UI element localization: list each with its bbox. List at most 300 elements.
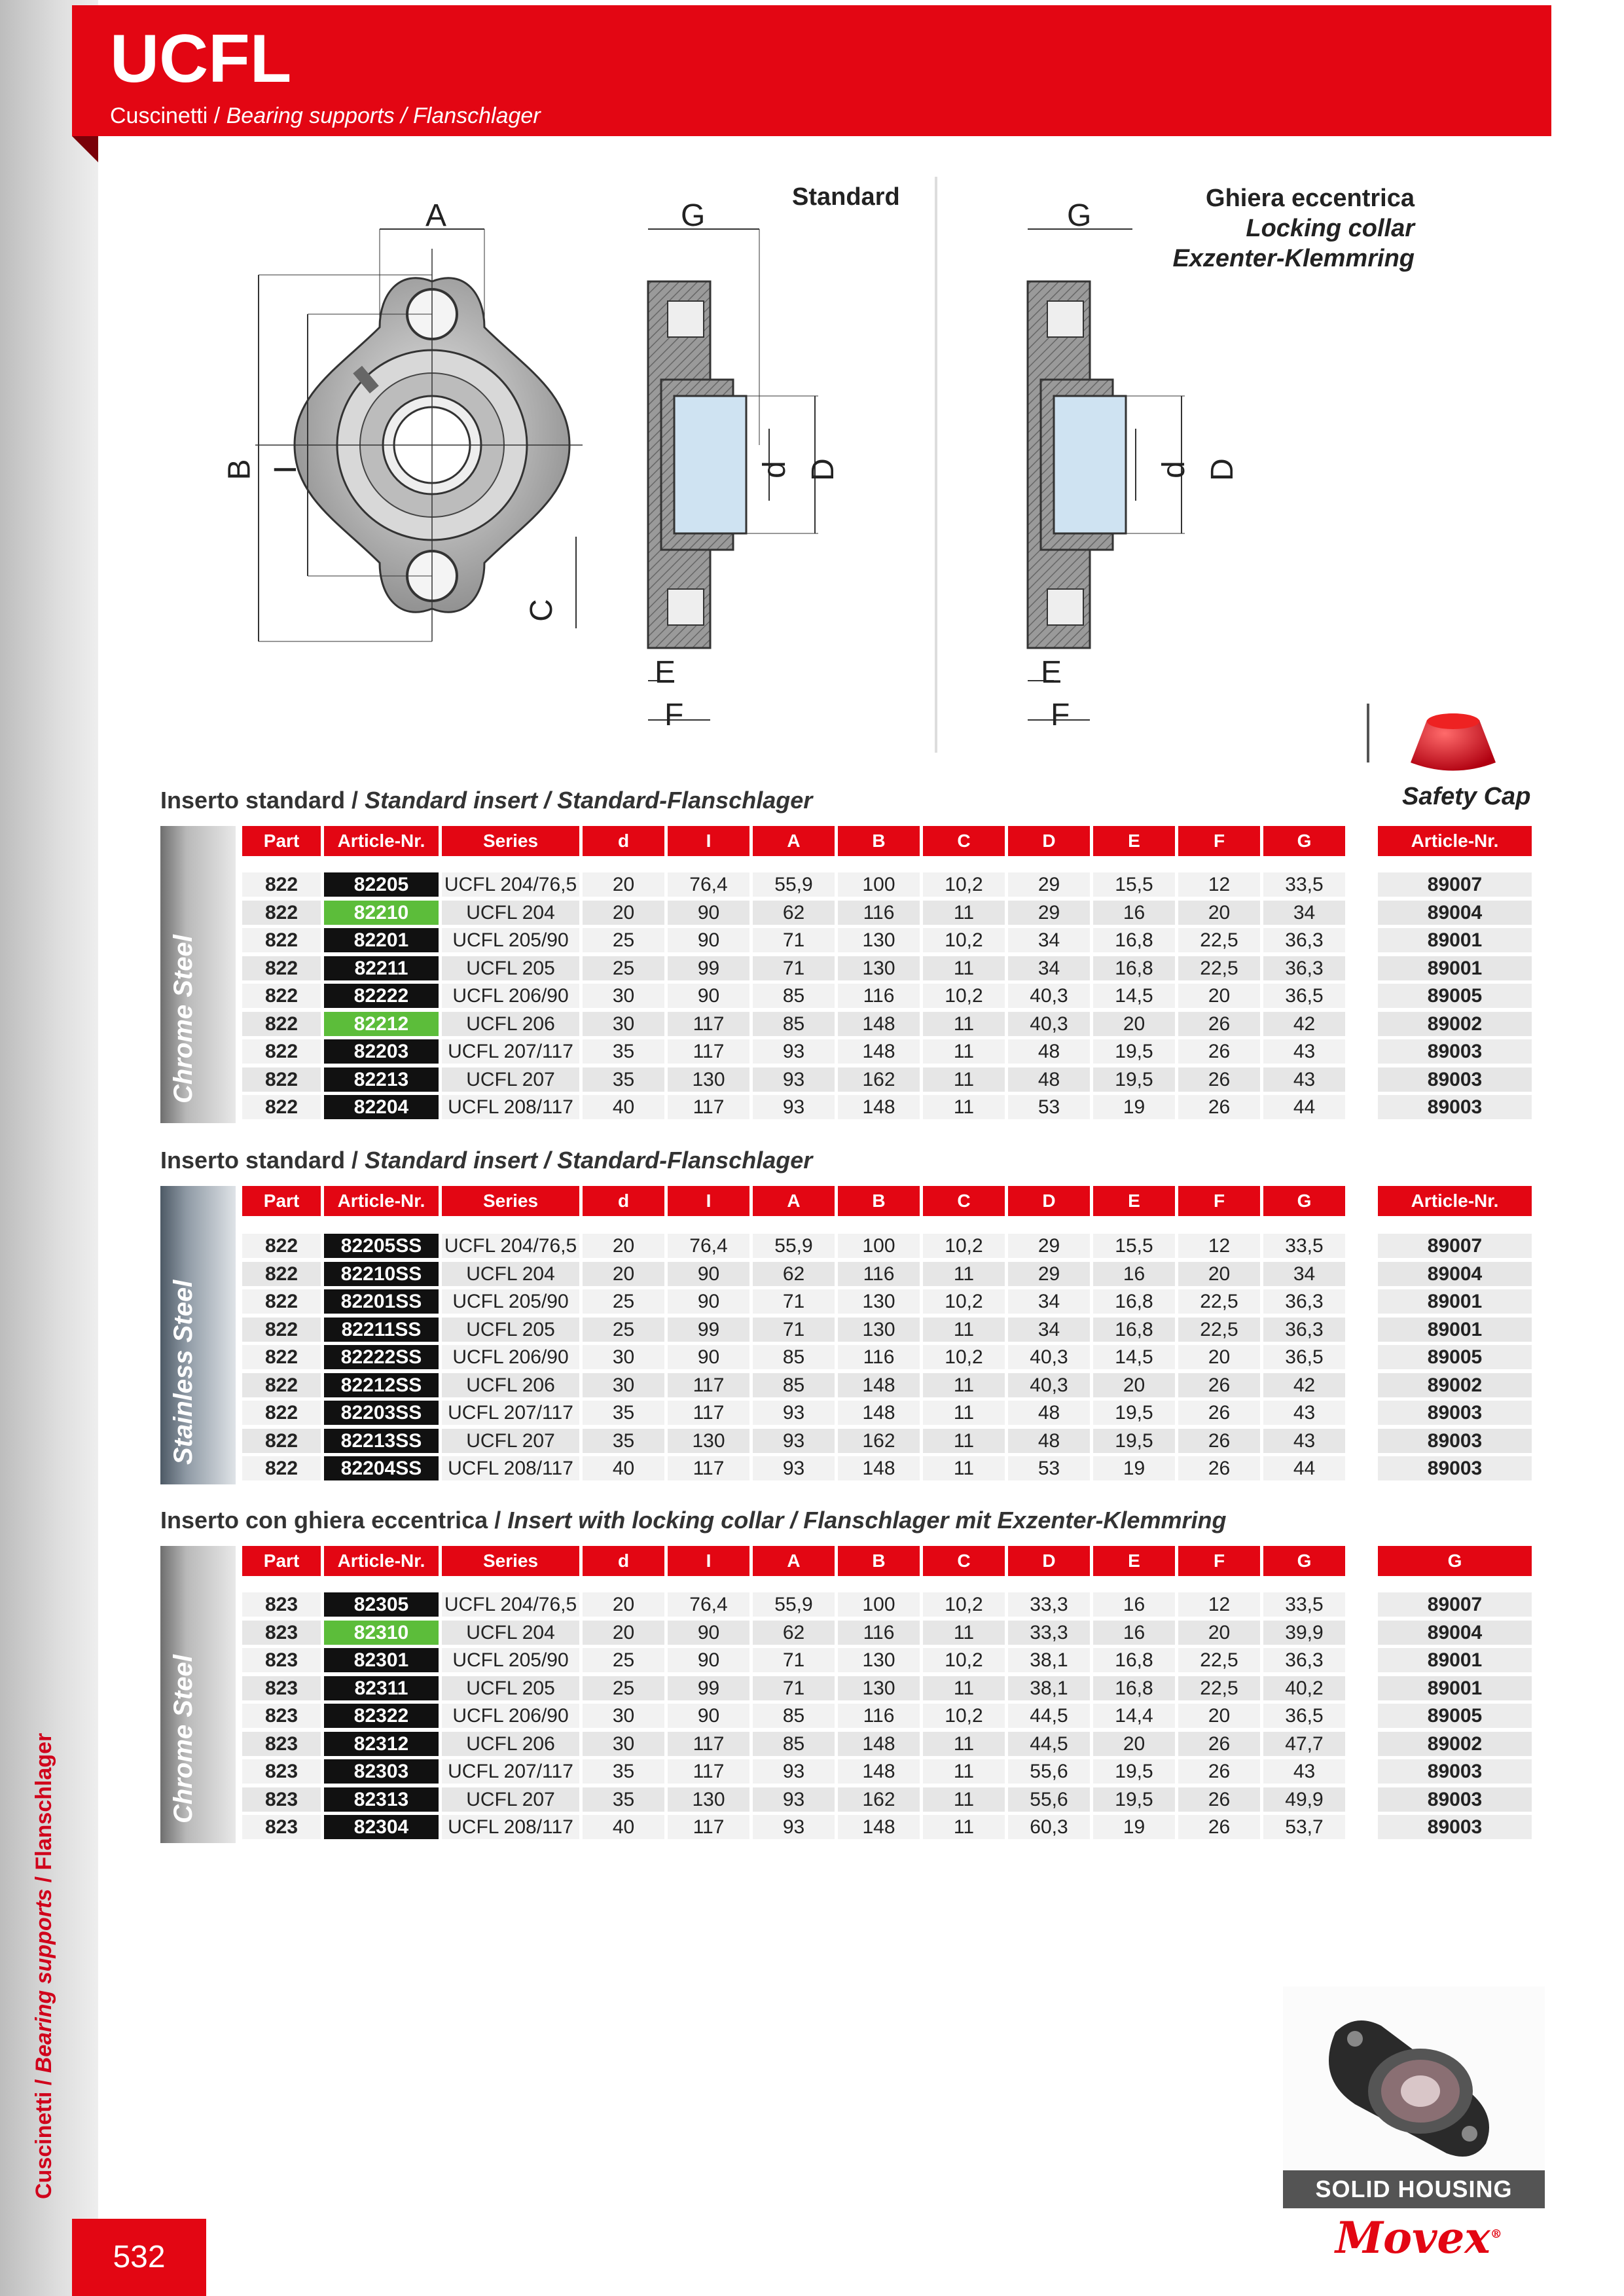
- table-cell: 12: [1178, 872, 1260, 897]
- column-header: G: [1378, 1546, 1532, 1576]
- table-cell: 93: [753, 1095, 835, 1119]
- table-cell: 130: [838, 956, 920, 980]
- table-cell: 11: [923, 1373, 1005, 1397]
- table-cell: 71: [753, 1289, 835, 1314]
- table-cell: 33,3: [1008, 1621, 1090, 1645]
- dim-label-a: A: [425, 198, 447, 233]
- table-cell: UCFL 204: [442, 1262, 579, 1286]
- table-cell: 42: [1263, 1373, 1345, 1397]
- table-cell: 11: [923, 1095, 1005, 1119]
- article-number: 82304: [324, 1815, 439, 1839]
- table-cell: 11: [923, 1262, 1005, 1286]
- table-cell: 93: [753, 1456, 835, 1480]
- table-cell: 71: [753, 928, 835, 952]
- table-cell: 20: [1178, 901, 1260, 925]
- table-cell: 93: [753, 1401, 835, 1425]
- column-header: D: [1008, 826, 1090, 856]
- table-cell: 822: [242, 1456, 321, 1480]
- safety-cap-label: Safety Cap: [1402, 783, 1531, 810]
- column-header: B: [838, 1546, 920, 1576]
- table-cell: 823: [242, 1759, 321, 1784]
- solid-housing-label: SOLID HOUSING: [1283, 2170, 1545, 2208]
- table-row: [242, 901, 1532, 926]
- table-cell: 148: [838, 1456, 920, 1480]
- table-row: [242, 1704, 1532, 1729]
- article-number: 82312: [324, 1732, 439, 1756]
- table-cell: 130: [838, 1648, 920, 1672]
- dim-label-g-lock: G: [1067, 198, 1092, 233]
- article-number: 82310: [324, 1621, 439, 1645]
- article-number: 82210: [324, 901, 439, 925]
- dim-label-e-lock: E: [1041, 655, 1062, 690]
- table-cell: 33,5: [1263, 1592, 1345, 1617]
- table-cell: 90: [668, 901, 749, 925]
- column-header: G: [1263, 826, 1345, 856]
- table-cell: 90: [668, 1289, 749, 1314]
- table-cell: 11: [923, 1456, 1005, 1480]
- table-row: [242, 1095, 1532, 1121]
- table-cell: 100: [838, 1234, 920, 1258]
- table-cell: 130: [838, 1676, 920, 1700]
- table-cell: 11: [923, 1429, 1005, 1453]
- section-view-standard: [648, 229, 818, 720]
- locking-collar-title: Ghiera eccentrica Locking collar Exzenter-Klemmring: [1172, 185, 1415, 272]
- table-cell: 29: [1008, 901, 1090, 925]
- table-cell: 36,5: [1263, 984, 1345, 1008]
- table-cell: 34: [1008, 1289, 1090, 1314]
- table-cell: 71: [753, 1676, 835, 1700]
- table-cell: 44,5: [1008, 1704, 1090, 1728]
- table-cell: 90: [668, 1345, 749, 1369]
- table-cell: 822: [242, 1095, 321, 1119]
- table-row: [242, 1732, 1532, 1757]
- cap-article-number: 89003: [1378, 1095, 1532, 1119]
- table-cell: 822: [242, 1012, 321, 1036]
- table-cell: 22,5: [1178, 928, 1260, 952]
- table-cell: 40,3: [1008, 1345, 1090, 1369]
- table-cell: 16,8: [1093, 1318, 1175, 1342]
- table-cell: 93: [753, 1759, 835, 1784]
- table-cell: 16,8: [1093, 1676, 1175, 1700]
- table-cell: UCFL 205: [442, 1318, 579, 1342]
- table-row: [242, 1373, 1532, 1399]
- column-header: Part: [242, 1186, 321, 1216]
- table-cell: 11: [923, 1318, 1005, 1342]
- table-cell: 26: [1178, 1039, 1260, 1064]
- table-cell: 55,6: [1008, 1759, 1090, 1784]
- table-cell: 822: [242, 872, 321, 897]
- cap-article-number: 89001: [1378, 956, 1532, 980]
- table-cell: 823: [242, 1787, 321, 1812]
- column-header: Series: [442, 826, 579, 856]
- standard-title: Standard: [792, 183, 900, 211]
- cap-article-number: 89003: [1378, 1039, 1532, 1064]
- table-cell: 822: [242, 984, 321, 1008]
- table-row: [242, 1318, 1532, 1343]
- table-cell: 11: [923, 1039, 1005, 1064]
- table-cell: 11: [923, 1759, 1005, 1784]
- cap-article-number: 89003: [1378, 1759, 1532, 1784]
- table-cell: 130: [668, 1067, 749, 1092]
- article-number: 82201: [324, 928, 439, 952]
- product-photo: [1283, 1986, 1545, 2176]
- table-cell: 26: [1178, 1732, 1260, 1756]
- table-cell: 20: [1178, 1345, 1260, 1369]
- table-cell: 822: [242, 1289, 321, 1314]
- table-cell: 10,2: [923, 1592, 1005, 1617]
- table-cell: 99: [668, 1318, 749, 1342]
- table-row: [242, 1401, 1532, 1426]
- table-cell: 43: [1263, 1039, 1345, 1064]
- table-cell: 76,4: [668, 872, 749, 897]
- article-number: 82204: [324, 1095, 439, 1119]
- column-header: G: [1263, 1546, 1345, 1576]
- table-cell: 62: [753, 1621, 835, 1645]
- table-cell: UCFL 204/76,5: [442, 1592, 579, 1617]
- material-band: Stainless Steel: [160, 1186, 236, 1484]
- table-cell: 19,5: [1093, 1039, 1175, 1064]
- table-row: [242, 984, 1532, 1009]
- section-title: Inserto con ghiera eccentrica / Insert with locking collar / Flanschlager mit Exzenter-Klemmring: [160, 1507, 1227, 1534]
- article-number: 82205SS: [324, 1234, 439, 1258]
- table-cell: 10,2: [923, 984, 1005, 1008]
- table-cell: UCFL 204/76,5: [442, 872, 579, 897]
- cap-article-number: 89007: [1378, 872, 1532, 897]
- table-cell: 62: [753, 901, 835, 925]
- table-cell: UCFL 206: [442, 1373, 579, 1397]
- table-cell: 48: [1008, 1039, 1090, 1064]
- article-number: 82311: [324, 1676, 439, 1700]
- table-cell: 43: [1263, 1759, 1345, 1784]
- table-cell: 25: [583, 1676, 664, 1700]
- table-cell: 12: [1178, 1234, 1260, 1258]
- table-cell: 19,5: [1093, 1787, 1175, 1812]
- table-cell: 25: [583, 1289, 664, 1314]
- table-cell: 26: [1178, 1815, 1260, 1839]
- table-cell: 36,3: [1263, 1318, 1345, 1342]
- table-cell: 71: [753, 1648, 835, 1672]
- table-cell: 117: [668, 1456, 749, 1480]
- column-header: I: [668, 826, 749, 856]
- table-cell: 35: [583, 1401, 664, 1425]
- column-header: Article-Nr.: [324, 826, 439, 856]
- table-cell: 22,5: [1178, 1676, 1260, 1700]
- table-cell: 29: [1008, 1262, 1090, 1286]
- column-header: E: [1093, 1186, 1175, 1216]
- table-cell: 148: [838, 1373, 920, 1397]
- table-cell: 148: [838, 1759, 920, 1784]
- table-cell: 116: [838, 984, 920, 1008]
- column-header: E: [1093, 1546, 1175, 1576]
- table-cell: 10,2: [923, 1648, 1005, 1672]
- table-cell: 43: [1263, 1067, 1345, 1092]
- table-row: [242, 928, 1532, 954]
- table-cell: 48: [1008, 1429, 1090, 1453]
- table-cell: 20: [583, 872, 664, 897]
- table-cell: 20: [583, 901, 664, 925]
- table-cell: 93: [753, 1067, 835, 1092]
- article-number: 82211: [324, 956, 439, 980]
- table-cell: 148: [838, 1012, 920, 1036]
- column-header: Part: [242, 826, 321, 856]
- table-cell: 53,7: [1263, 1815, 1345, 1839]
- table-cell: 19,5: [1093, 1401, 1175, 1425]
- table-cell: 116: [838, 901, 920, 925]
- table-cell: 20: [583, 1234, 664, 1258]
- table-cell: 36,3: [1263, 956, 1345, 980]
- table-cell: 30: [583, 1345, 664, 1369]
- table-cell: 26: [1178, 1429, 1260, 1453]
- table-cell: 162: [838, 1429, 920, 1453]
- article-number: 82203: [324, 1039, 439, 1064]
- dim-label-e-std: E: [655, 655, 676, 690]
- table-cell: 11: [923, 1732, 1005, 1756]
- safety-cap-icon: [1404, 707, 1502, 779]
- material-band: Chrome Steel: [160, 1546, 236, 1843]
- table-cell: 85: [753, 1345, 835, 1369]
- table-cell: 10,2: [923, 1704, 1005, 1728]
- table-cell: 16: [1093, 1621, 1175, 1645]
- table-row: [242, 1592, 1532, 1618]
- table-cell: 20: [1178, 984, 1260, 1008]
- table-cell: 36,5: [1263, 1345, 1345, 1369]
- column-header: I: [668, 1546, 749, 1576]
- cap-article-number: 89005: [1378, 1704, 1532, 1728]
- table-cell: 36,3: [1263, 1648, 1345, 1672]
- table-cell: 44: [1263, 1456, 1345, 1480]
- table-cell: UCFL 205/90: [442, 1648, 579, 1672]
- table-cell: 34: [1008, 928, 1090, 952]
- table-cell: 10,2: [923, 1289, 1005, 1314]
- table-cell: 12: [1178, 1592, 1260, 1617]
- table-cell: 90: [668, 1704, 749, 1728]
- table-row: [242, 1621, 1532, 1646]
- table-cell: 33,5: [1263, 872, 1345, 897]
- article-number: 82205: [324, 872, 439, 897]
- column-header: I: [668, 1186, 749, 1216]
- dim-label-g-std: G: [681, 198, 706, 233]
- table-cell: 93: [753, 1039, 835, 1064]
- article-number: 82212: [324, 1012, 439, 1036]
- table-cell: 16,8: [1093, 1289, 1175, 1314]
- cap-article-number: 89004: [1378, 1621, 1532, 1645]
- table-cell: 16,8: [1093, 928, 1175, 952]
- table-cell: 22,5: [1178, 1648, 1260, 1672]
- cap-article-number: 89003: [1378, 1787, 1532, 1812]
- table-cell: 15,5: [1093, 872, 1175, 897]
- table-cell: 26: [1178, 1067, 1260, 1092]
- section-title: Inserto standard / Standard insert / Standard-Flanschlager: [160, 1147, 813, 1174]
- table-cell: 10,2: [923, 1345, 1005, 1369]
- table-cell: 38,1: [1008, 1676, 1090, 1700]
- table-cell: 90: [668, 928, 749, 952]
- article-number: 82313: [324, 1787, 439, 1812]
- column-header: Series: [442, 1186, 579, 1216]
- table-cell: 100: [838, 872, 920, 897]
- dim-label-i: I: [268, 465, 304, 475]
- table-cell: 30: [583, 1732, 664, 1756]
- table-cell: 823: [242, 1648, 321, 1672]
- article-number: 82210SS: [324, 1262, 439, 1286]
- table-cell: 15,5: [1093, 1234, 1175, 1258]
- table-cell: UCFL 208/117: [442, 1095, 579, 1119]
- article-number: 82212SS: [324, 1373, 439, 1397]
- table-cell: 148: [838, 1039, 920, 1064]
- dim-label-c: C: [524, 599, 559, 622]
- table-cell: 11: [923, 1815, 1005, 1839]
- table-cell: UCFL 207/117: [442, 1759, 579, 1784]
- table-cell: UCFL 208/117: [442, 1456, 579, 1480]
- table-cell: 40,3: [1008, 984, 1090, 1008]
- table-cell: UCFL 207: [442, 1787, 579, 1812]
- table-row: [242, 1456, 1532, 1482]
- table-cell: 822: [242, 1345, 321, 1369]
- table-cell: 44: [1263, 1095, 1345, 1119]
- table-cell: 823: [242, 1815, 321, 1839]
- article-number: 82301: [324, 1648, 439, 1672]
- table-cell: 22,5: [1178, 956, 1260, 980]
- table-cell: 76,4: [668, 1234, 749, 1258]
- table-row: [242, 956, 1532, 982]
- table-cell: 117: [668, 1401, 749, 1425]
- table-cell: 20: [1178, 1262, 1260, 1286]
- table-cell: 822: [242, 956, 321, 980]
- table-cell: 43: [1263, 1401, 1345, 1425]
- article-number: 82322: [324, 1704, 439, 1728]
- column-header: C: [923, 1546, 1005, 1576]
- cap-article-number: 89003: [1378, 1429, 1532, 1453]
- table-cell: 22,5: [1178, 1289, 1260, 1314]
- table-cell: UCFL 207/117: [442, 1401, 579, 1425]
- column-header: G: [1263, 1186, 1345, 1216]
- table-cell: 20: [1178, 1621, 1260, 1645]
- table-cell: 19: [1093, 1456, 1175, 1480]
- material-band: Chrome Steel: [160, 826, 236, 1123]
- table-cell: 44,5: [1008, 1732, 1090, 1756]
- table-cell: 822: [242, 1262, 321, 1286]
- table-cell: 20: [1178, 1704, 1260, 1728]
- table-cell: 25: [583, 928, 664, 952]
- table-cell: 29: [1008, 1234, 1090, 1258]
- table-header: [242, 1186, 1532, 1216]
- column-header: A: [753, 1546, 835, 1576]
- cap-article-number: 89001: [1378, 1648, 1532, 1672]
- table-cell: 26: [1178, 1401, 1260, 1425]
- table-header: [242, 826, 1532, 856]
- table-row: [242, 1262, 1532, 1287]
- table-cell: 20: [583, 1262, 664, 1286]
- table-cell: 71: [753, 956, 835, 980]
- table-cell: 148: [838, 1095, 920, 1119]
- table-cell: 117: [668, 1373, 749, 1397]
- table-row: [242, 1787, 1532, 1813]
- table-cell: 16,8: [1093, 956, 1175, 980]
- table-cell: 48: [1008, 1401, 1090, 1425]
- table-cell: 100: [838, 1592, 920, 1617]
- column-header: D: [1008, 1186, 1090, 1216]
- column-header: Part: [242, 1546, 321, 1576]
- column-header: C: [923, 1186, 1005, 1216]
- table-cell: 36,3: [1263, 1289, 1345, 1314]
- article-number: 82204SS: [324, 1456, 439, 1480]
- table-header: [242, 1546, 1532, 1576]
- column-header: d: [583, 826, 664, 856]
- table-cell: 11: [923, 1067, 1005, 1092]
- table-row: [242, 872, 1532, 898]
- table-cell: UCFL 206/90: [442, 1704, 579, 1728]
- table-cell: UCFL 206: [442, 1732, 579, 1756]
- table-cell: 25: [583, 956, 664, 980]
- table-cell: 26: [1178, 1012, 1260, 1036]
- table-cell: 42: [1263, 1012, 1345, 1036]
- table-cell: 20: [583, 1592, 664, 1617]
- table-cell: 130: [668, 1787, 749, 1812]
- table-cell: 26: [1178, 1373, 1260, 1397]
- table-cell: 33,5: [1263, 1234, 1345, 1258]
- table-cell: 823: [242, 1732, 321, 1756]
- table-cell: 822: [242, 1234, 321, 1258]
- table-cell: 20: [1093, 1012, 1175, 1036]
- dim-label-d-small-std: d: [757, 461, 792, 478]
- table-cell: UCFL 205: [442, 956, 579, 980]
- column-header: A: [753, 1186, 835, 1216]
- table-cell: 130: [838, 1289, 920, 1314]
- table-cell: 116: [838, 1262, 920, 1286]
- cap-article-number: 89003: [1378, 1456, 1532, 1480]
- cap-article-number: 89003: [1378, 1067, 1532, 1092]
- table-cell: 822: [242, 1039, 321, 1064]
- table-cell: 76,4: [668, 1592, 749, 1617]
- table-cell: 85: [753, 1704, 835, 1728]
- column-header: B: [838, 826, 920, 856]
- column-header: Article-Nr.: [1378, 1186, 1532, 1216]
- table-cell: 11: [923, 1676, 1005, 1700]
- table-cell: 26: [1178, 1456, 1260, 1480]
- column-header: Article-Nr.: [324, 1546, 439, 1576]
- table-cell: 823: [242, 1621, 321, 1645]
- table-cell: 117: [668, 1012, 749, 1036]
- table-cell: 16: [1093, 901, 1175, 925]
- table-cell: 93: [753, 1429, 835, 1453]
- table-cell: 822: [242, 928, 321, 952]
- cap-article-number: 89003: [1378, 1401, 1532, 1425]
- table-cell: 16: [1093, 1262, 1175, 1286]
- cap-article-number: 89001: [1378, 928, 1532, 952]
- table-cell: 823: [242, 1704, 321, 1728]
- section-title: Inserto standard / Standard insert / Standard-Flanschlager: [160, 787, 813, 814]
- table-cell: 22,5: [1178, 1318, 1260, 1342]
- cap-article-number: 89004: [1378, 901, 1532, 925]
- table-cell: 823: [242, 1676, 321, 1700]
- table-cell: 40,2: [1263, 1676, 1345, 1700]
- table-cell: 30: [583, 1704, 664, 1728]
- table-cell: 130: [838, 1318, 920, 1342]
- article-number: 82213SS: [324, 1429, 439, 1453]
- table-cell: 116: [838, 1621, 920, 1645]
- article-number: 82303: [324, 1759, 439, 1784]
- column-header: B: [838, 1186, 920, 1216]
- column-header: Article-Nr.: [324, 1186, 439, 1216]
- front-view: [255, 229, 583, 641]
- dim-label-d-big-std: D: [805, 458, 840, 481]
- page-title: UCFL: [110, 21, 292, 97]
- table-cell: UCFL 207: [442, 1429, 579, 1453]
- table-cell: 148: [838, 1815, 920, 1839]
- table-cell: 11: [923, 956, 1005, 980]
- page-header: [72, 5, 1551, 136]
- article-number: 82222: [324, 984, 439, 1008]
- table-cell: 822: [242, 1067, 321, 1092]
